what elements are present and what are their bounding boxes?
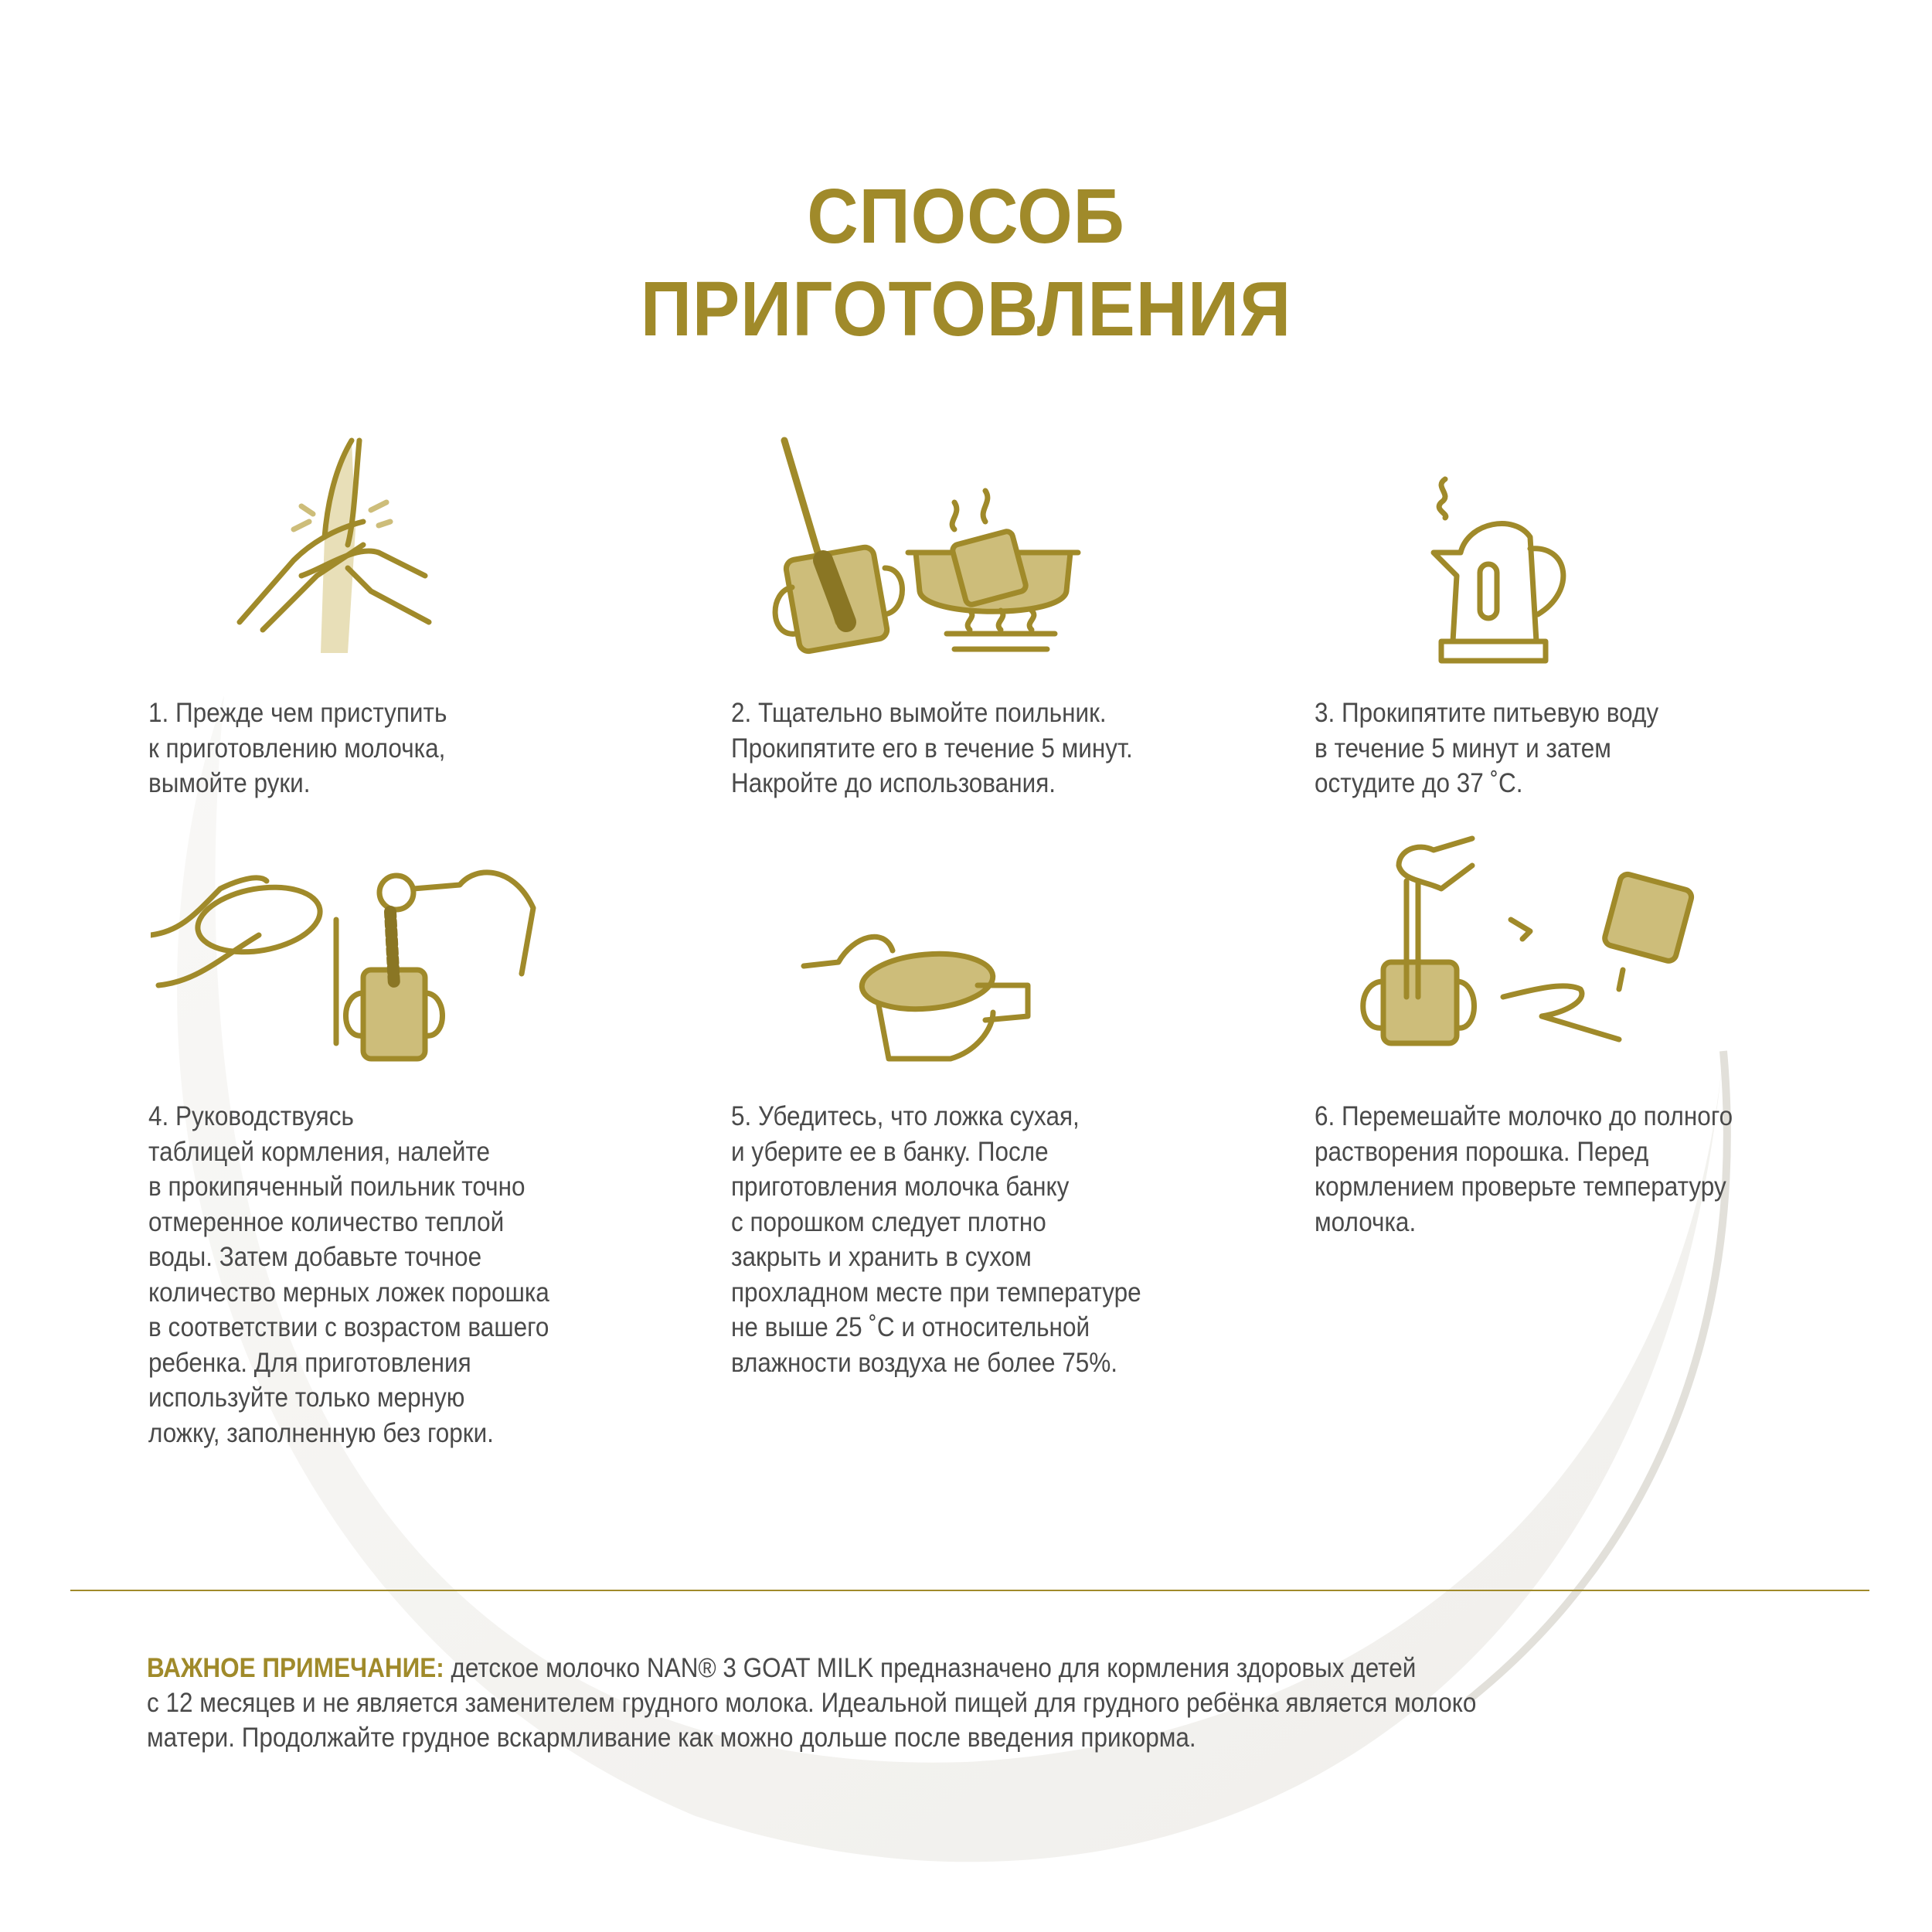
step-1-line: к приготовлению молочка, bbox=[148, 733, 446, 764]
step-4 bbox=[148, 1099, 549, 1451]
step-5-line: приготовления молочка банку bbox=[731, 1172, 1070, 1202]
step-1-line: вымойте руки. bbox=[148, 768, 311, 798]
step-5-line: и уберите ее в банку. После bbox=[731, 1136, 1049, 1167]
step-6 bbox=[1315, 1099, 1733, 1240]
step-2-line: Накройте до использования. bbox=[731, 768, 1056, 798]
page-title bbox=[77, 170, 1855, 355]
cup-brush-boiling-pot-icon bbox=[769, 437, 1086, 657]
title-line-2: ПРИГОТОВЛЕНИЯ bbox=[640, 266, 1292, 352]
step-4-line: в прокипяченный поильник точно bbox=[148, 1172, 526, 1202]
step-4-line: отмеренное количество теплой bbox=[148, 1206, 505, 1237]
step-2 bbox=[731, 696, 1133, 801]
step-4-line: воды. Затем добавьте точное bbox=[148, 1242, 482, 1272]
step-3-line: 3. Прокипятите питьевую воду bbox=[1315, 698, 1659, 728]
step-6-line: кормлением проверьте температуру bbox=[1315, 1172, 1726, 1202]
step-4-line: ребенка. Для приготовления bbox=[148, 1347, 471, 1378]
important-note bbox=[147, 1651, 1476, 1755]
note-text: детское молочко NAN® 3 GOAT MILK предназначено для кормления здоровых детей bbox=[444, 1653, 1417, 1683]
step-2-line: Прокипятите его в течение 5 минут. bbox=[731, 733, 1133, 764]
step-5-line: не выше 25 ˚С и относительной bbox=[731, 1312, 1090, 1342]
step-2-line: 2. Тщательно вымойте поильник. bbox=[731, 698, 1107, 728]
step-5 bbox=[731, 1099, 1141, 1380]
step-6-line: 6. Перемешайте молочко до полного bbox=[1315, 1101, 1733, 1131]
step-3 bbox=[1315, 696, 1658, 801]
step-4-line: таблицей кормления, налейте bbox=[148, 1136, 491, 1167]
step-3-line: остудите до 37 ˚С. bbox=[1315, 768, 1523, 798]
divider bbox=[70, 1590, 1869, 1591]
step-4-line: в соответствии с возрастом вашего bbox=[148, 1312, 549, 1342]
step-5-line: прохладном месте при температуре bbox=[731, 1277, 1141, 1308]
step-5-line: закрыть и хранить в сухом bbox=[731, 1242, 1032, 1272]
step-5-line: 5. Убедитесь, что ложка сухая, bbox=[731, 1101, 1080, 1131]
step-4-line: количество мерных ложек порошка bbox=[148, 1277, 549, 1308]
step-4-line: используйте только мерную bbox=[148, 1383, 465, 1413]
step-5-line: с порошком следует плотно bbox=[731, 1206, 1046, 1237]
kettle-icon bbox=[1430, 475, 1577, 665]
stir-check-temperature-icon bbox=[1356, 835, 1712, 1047]
pour-water-powder-icon bbox=[151, 850, 545, 1063]
hand-washing-icon bbox=[232, 437, 440, 653]
note-text: с 12 месяцев и не является заменителем грудного молока. Идеальной пищей для грудного ребёнка является молоко bbox=[147, 1688, 1477, 1718]
step-1 bbox=[148, 696, 447, 801]
title-line-1: СПОСОБ bbox=[807, 173, 1125, 260]
note-label: ВАЖНОЕ ПРИМЕЧАНИЕ: bbox=[147, 1653, 444, 1683]
step-1-line: 1. Прежде чем приступить bbox=[148, 698, 447, 728]
step-6-line: молочка. bbox=[1315, 1206, 1417, 1237]
close-can-lid-icon bbox=[800, 912, 1036, 1066]
step-3-line: в течение 5 минут и затем bbox=[1315, 733, 1611, 764]
step-4-line: ложку, заполненную без горки. bbox=[148, 1417, 494, 1448]
step-5-line: влажности воздуха не более 75%. bbox=[731, 1347, 1118, 1378]
note-text: матери. Продолжайте грудное вскармливание как можно дольше после введения прикорма. bbox=[147, 1723, 1196, 1753]
step-4-line: 4. Руководствуясь bbox=[148, 1101, 354, 1131]
step-6-line: растворения порошка. Перед bbox=[1315, 1136, 1649, 1167]
